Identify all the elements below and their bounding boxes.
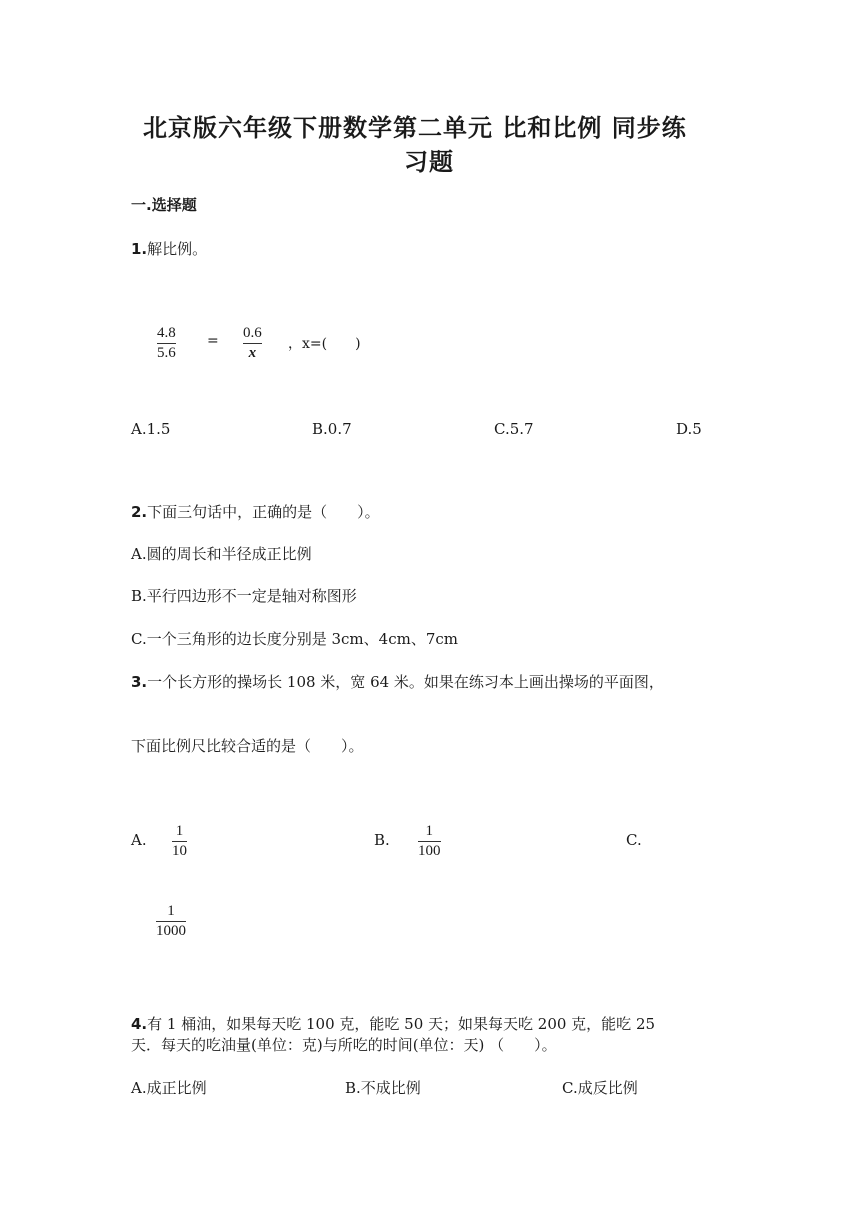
page-title-line2: 习题 — [404, 148, 454, 176]
question-1 — [131, 238, 207, 259]
option-c[interactable]: C.成反比例 — [562, 1079, 638, 1097]
equals-sign: = — [207, 333, 219, 349]
option-b[interactable]: B.0.7 — [312, 420, 352, 438]
question-number: 2. — [131, 503, 148, 521]
numerator: 1 — [167, 903, 175, 919]
question-1-answer-blank: ，x=( ) — [288, 336, 361, 352]
question-4-continued: 天．每天的吃油量(单位：克)与所吃的时间(单位：天) （ ）。 — [131, 1036, 557, 1054]
denominator: 5.6 — [157, 345, 176, 361]
option-b[interactable]: B.平行四边形不一定是轴对称图形 — [131, 587, 357, 605]
numerator: 1 — [425, 823, 433, 839]
fraction-1-over-10 — [172, 823, 187, 860]
fraction-0.6-over-x — [243, 325, 262, 362]
option-a[interactable]: A. — [131, 831, 147, 849]
option-b[interactable]: B. — [374, 831, 390, 849]
option-c[interactable]: C.5.7 — [494, 420, 534, 438]
question-number: 4. — [131, 1015, 148, 1033]
denominator: 10 — [172, 843, 187, 859]
numerator: 0.6 — [243, 325, 262, 341]
denominator: 100 — [418, 843, 441, 859]
numerator: 4.8 — [157, 325, 176, 341]
fraction-bar — [243, 343, 262, 344]
question-number: 1. — [131, 240, 148, 258]
question-3-continued: 下面比例尺比较合适的是（ ）。 — [131, 737, 364, 755]
question-text: 有 1 桶油，如果每天吃 100 克，能吃 50 天；如果每天吃 200 克，能吃 25 — [147, 1015, 656, 1033]
numerator: 1 — [175, 823, 184, 839]
fraction-bar — [156, 921, 186, 922]
question-text: 一个长方形的操场长 108 米，宽 64 米。如果在练习本上画出操场的平面图， — [147, 673, 664, 691]
denominator: 1000 — [156, 923, 186, 939]
question-4 — [131, 1013, 655, 1034]
fraction-1-over-100 — [418, 823, 441, 860]
question-3 — [131, 671, 664, 692]
option-c[interactable]: C. — [626, 831, 642, 849]
question-text: 解比例。 — [147, 240, 208, 258]
question-number: 3. — [131, 673, 148, 691]
page-title-line1: 北京版六年级下册数学第二单元 比和比例 同步练 — [143, 114, 687, 142]
question-text: 下面三句话中，正确的是（ ）。 — [147, 503, 380, 521]
fraction-bar — [172, 841, 187, 842]
fraction-1-over-1000 — [156, 903, 186, 940]
option-d[interactable]: D.5 — [676, 420, 702, 438]
fraction-bar — [418, 841, 441, 842]
option-a[interactable]: A.1.5 — [131, 420, 171, 438]
option-a[interactable]: A.成正比例 — [131, 1079, 207, 1097]
option-a[interactable]: A.圆的周长和半径成正比例 — [131, 545, 312, 563]
option-b[interactable]: B.不成比例 — [345, 1079, 421, 1097]
section-heading: 一.选择题 — [131, 196, 197, 214]
option-c[interactable]: C.一个三角形的边长度分别是 3cm、4cm、7cm — [131, 630, 458, 648]
fraction-4.8-over-5.6 — [157, 325, 176, 362]
fraction-bar — [157, 343, 176, 344]
question-2 — [131, 501, 380, 522]
denominator: x — [248, 345, 257, 361]
